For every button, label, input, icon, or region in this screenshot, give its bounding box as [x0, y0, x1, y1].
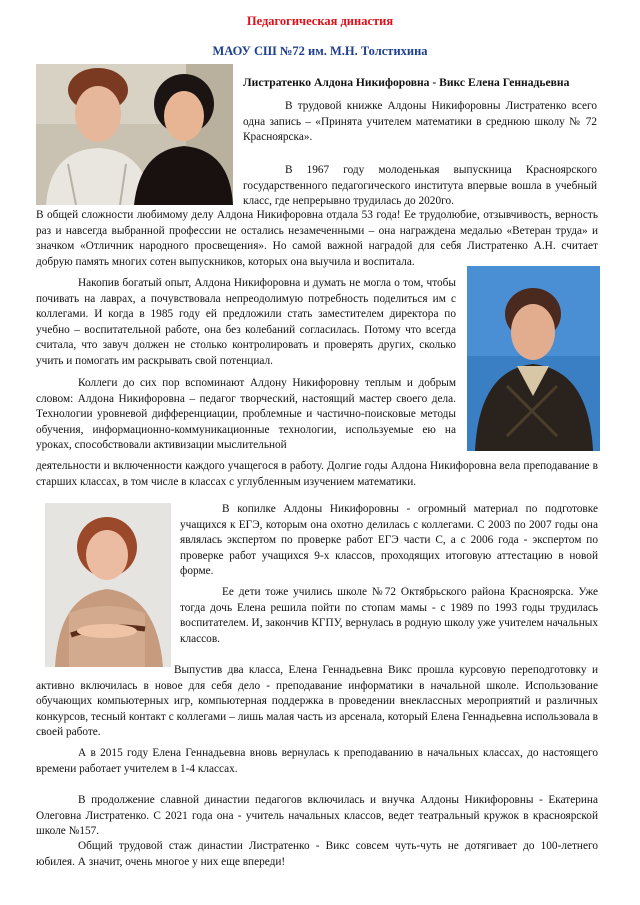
paragraph-5: В копилке Алдоны Никифоровны - огромный материал по подготовке учащихся к ЕГЭ, которым она охотно делилась с коллегами. С 2003 по 2007 годы она являлась экспертом по проверке работ ЕГЭ части С, а с 2006 года - экспертом по проверке работ учащихся 9-х классов, проходящих итоговую аттестацию в новой форме.: [180, 503, 598, 578]
paragraph-4-continuation: деятельности и включенности каждого учащегося в работу. Долгие годы Алдона Никифоровна вела преподавание в старших классах, в том числе в классах с углубленным изучением математики.: [36, 460, 598, 488]
paragraph-9: В продолжение славной династии педагогов включилась и внучка Алдоны Никифоровны - Екатерина Олеговна Листратенко. С 2021 года она - учитель начальных классов, ведет театральный кружок в красноярской школе №157.: [36, 794, 598, 838]
photo-two-teachers: [36, 64, 233, 205]
teachers-names: Листратенко Алдона Никифоровна - Викс Елена Геннадьевна: [243, 76, 570, 89]
school-name: МАОУ СШ №72 им. М.Н. Толстихина: [212, 44, 428, 58]
paragraph-10: Общий трудовой стаж династии Листратенко - Викс совсем чуть-чуть не дотягивает до 100-летнего юбилея. А значит, очень многое у них еще впереди!: [36, 840, 598, 868]
paragraph-8: А в 2015 году Елена Геннадьевна вновь вернулась к преподаванию в начальных классах, до настоящего времени работает учителем в 1-4 классах.: [36, 747, 598, 775]
paragraph-2-start: В 1967 году молоденькая выпускница Красноярского государственного педагогического института впервые вошла в учебный класс, где непрерывно трудилась до 2020го.: [243, 164, 597, 208]
paragraph-4-start: Коллеги до сих пор вспоминают Алдону Никифоровну теплым и добрым словом: Алдона Никифоровна – педагог творческий, настоящий мастер своего дела. Технологии уровневой дифференциации, проблемные и частично-поисковые методы обучения, информационно-коммуникационные технологии, используемые ею на уроках, способствовали активизации мыслительной: [36, 377, 456, 452]
photo-aldona-portrait: [467, 266, 600, 451]
paragraph-7: Выпустив два класса, Елена Геннадьевна Викс прошла курсовую переподготовку и активно включилась в новое для себя дело - преподавание информатики в начальной школе. Использование обучающих компьютерных игр, компьютерная поддержка в проведении внеклассных мероприятий и различных конкурсов, тесный контакт с коллегами – лишь малая часть из арсенала, который Елена Геннадьевна использовала в своей работе.: [36, 664, 598, 739]
page-title: Педагогическая династия: [246, 14, 394, 28]
paragraph-3: Накопив богатый опыт, Алдона Никифоровна и думать не могла о том, чтобы почивать на лаврах, а почувствовала непреодолимую потребность поделиться им с коллегами. И когда в 1985 году ей предложили стать заместителем директора по учебно – воспитательной работе, она без колебаний согласилась. Потому что всегда считала, что завуч должен не столько контролировать и проверять других, сколько учить и помогать им раскрывать свой потенциал.: [36, 277, 456, 367]
photo-elena-portrait: [45, 503, 171, 667]
paragraph-1: В трудовой книжке Алдоны Никифоровны Листратенко всего одна запись – «Принята учителем математики в среднюю школу № 72 Красноярска».: [243, 100, 597, 144]
paragraph-6: Ее дети тоже учились школе №72 Октябрьского района Красноярска. Уже тогда дочь Елена решила пойти по стопам мамы - с 1989 по 1993 годы трудилась воспитателем. И, закончив КГПУ, вернулась в родную школу уже учителем начальных классов.: [180, 586, 598, 645]
paragraph-2-continuation: В общей сложности любимому делу Алдона Никифоровна отдала 53 года! Ее трудолюбие, отзывчивость, верность раз и навсегда выбранной профессии не остались незамеченными – она награждена медалью «Ветеран труда» и значком «Отличник народного просвещения». Но самой важной наградой для себя Листратенко А.Н. считает добрую память многих сотен выпускников, которых она выучила и воспитала.: [36, 209, 598, 268]
